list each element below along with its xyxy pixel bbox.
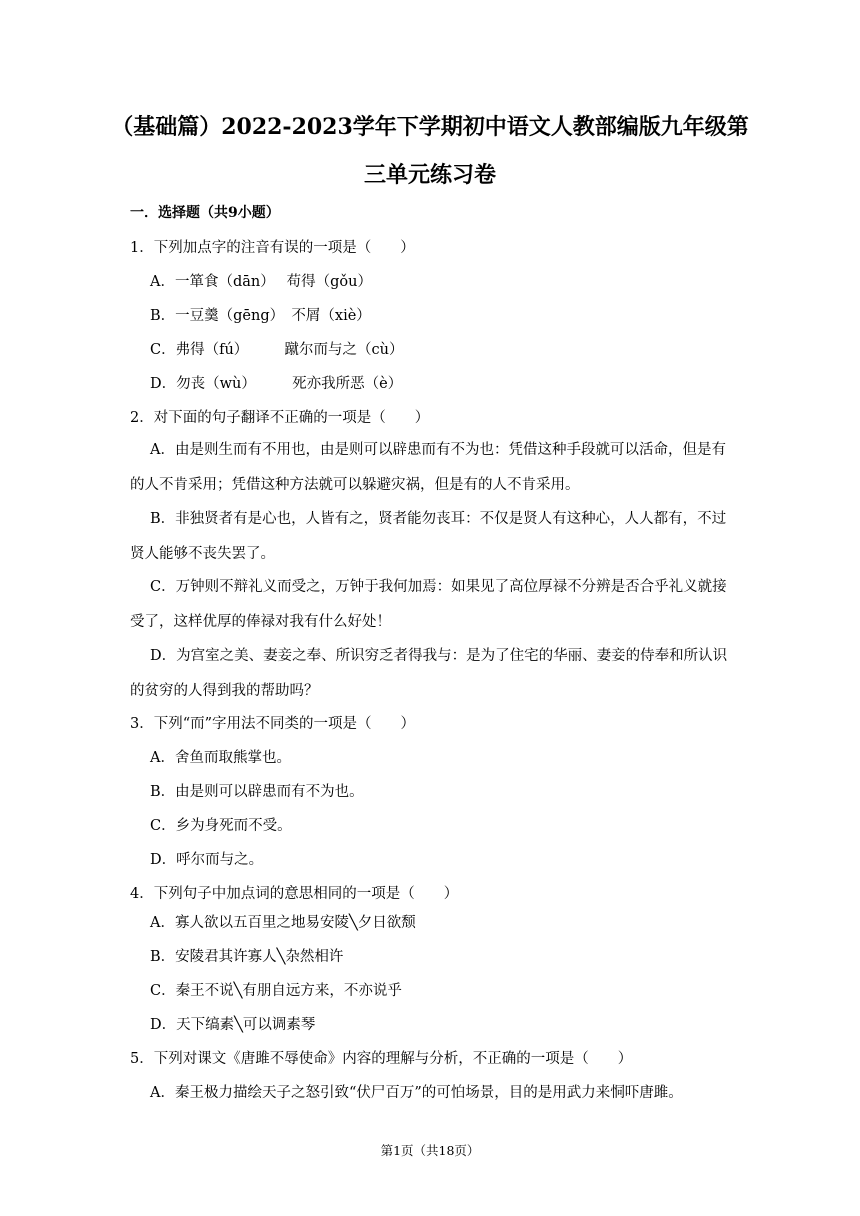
page-footer: 第1页（共18页）	[380, 1143, 480, 1158]
question-4-option-d: D．天下缟素╲可以调素琴	[150, 1017, 316, 1033]
question-2-option-b: B．非独贤者有是心也，人皆有之，贤者能勿丧耳：不仅是贤人有这种心，人人都有，不过贤人能够不丧失罢了。	[130, 511, 727, 562]
question-3-option-a: A．舍鱼而取熊掌也。	[150, 750, 291, 766]
question-4-option-c: C．秦王不说╲有朋自远方来，不亦说乎	[150, 983, 402, 999]
question-2-stem: 2．对下面的句子翻译不正确的一项是（ ）	[130, 410, 430, 426]
question-4-option-b: B．安陵君其许寡人╲杂然相许	[150, 949, 344, 965]
question-3-stem: 3．下列“而”字用法不同类的一项是（ ）	[130, 716, 416, 732]
question-2-option-d: D．为宫室之美、妻妾之奉、所识穷乏者得我与：是为了住宅的华丽、妻妾的侍奉和所认识的贫穷的人得到我的帮助吗？	[130, 648, 728, 699]
question-5-option-a: A．秦王极力描绘天子之怒引致“伏尸百万”的可怕场景，目的是用武力来恫吓唐雎。	[150, 1085, 683, 1101]
question-1-option-a: A．一箪食（dān） 苟得（gǒu）	[150, 274, 372, 290]
section-heading-choice: 一．选择题（共9小题）	[130, 205, 280, 221]
question-4-stem: 4．下列句子中加点词的意思相同的一项是（ ）	[130, 886, 459, 902]
document-title-line-1: （基础篇）2022-2023学年下学期初中语文人教部编版九年级第	[111, 114, 749, 140]
question-1-option-d: D．勿丧（wù） 死亦我所恶（è）	[150, 376, 403, 392]
question-5-stem: 5．下列对课文《唐雎不辱使命》内容的理解与分析，不正确的一项是（ ）	[130, 1051, 633, 1067]
question-1-stem: 1．下列加点字的注音有误的一项是（ ）	[130, 240, 415, 256]
question-3-option-b: B．由是则可以辟患而有不为也。	[150, 784, 364, 800]
question-1-option-c: C．弗得（fú） 蹴尔而与之（cù）	[150, 342, 404, 358]
question-3-option-d: D．呼尔而与之。	[150, 852, 264, 868]
question-2-option-a: A．由是则生而有不用也，由是则可以辟患而有不为也：凭借这种手段就可以活命，但是有的人不肯采用；凭借这种方法就可以躲避灾祸，但是有的人不肯采用。	[130, 442, 726, 493]
question-2-option-c: C．万钟则不辩礼义而受之，万钟于我何加焉：如果见了高位厚禄不分辨是否合乎礼义就接受了，这样优厚的俸禄对我有什么好处！	[130, 579, 727, 630]
question-1-option-b: B．一豆羹（gēng） 不屑（xiè）	[150, 308, 371, 324]
question-3-option-c: C．乡为身死而不受。	[150, 818, 292, 834]
question-4-option-a: A．寡人欲以五百里之地易安陵╲夕日欲颓	[150, 915, 416, 931]
document-title-line-2: 三单元练习卷	[363, 162, 496, 188]
